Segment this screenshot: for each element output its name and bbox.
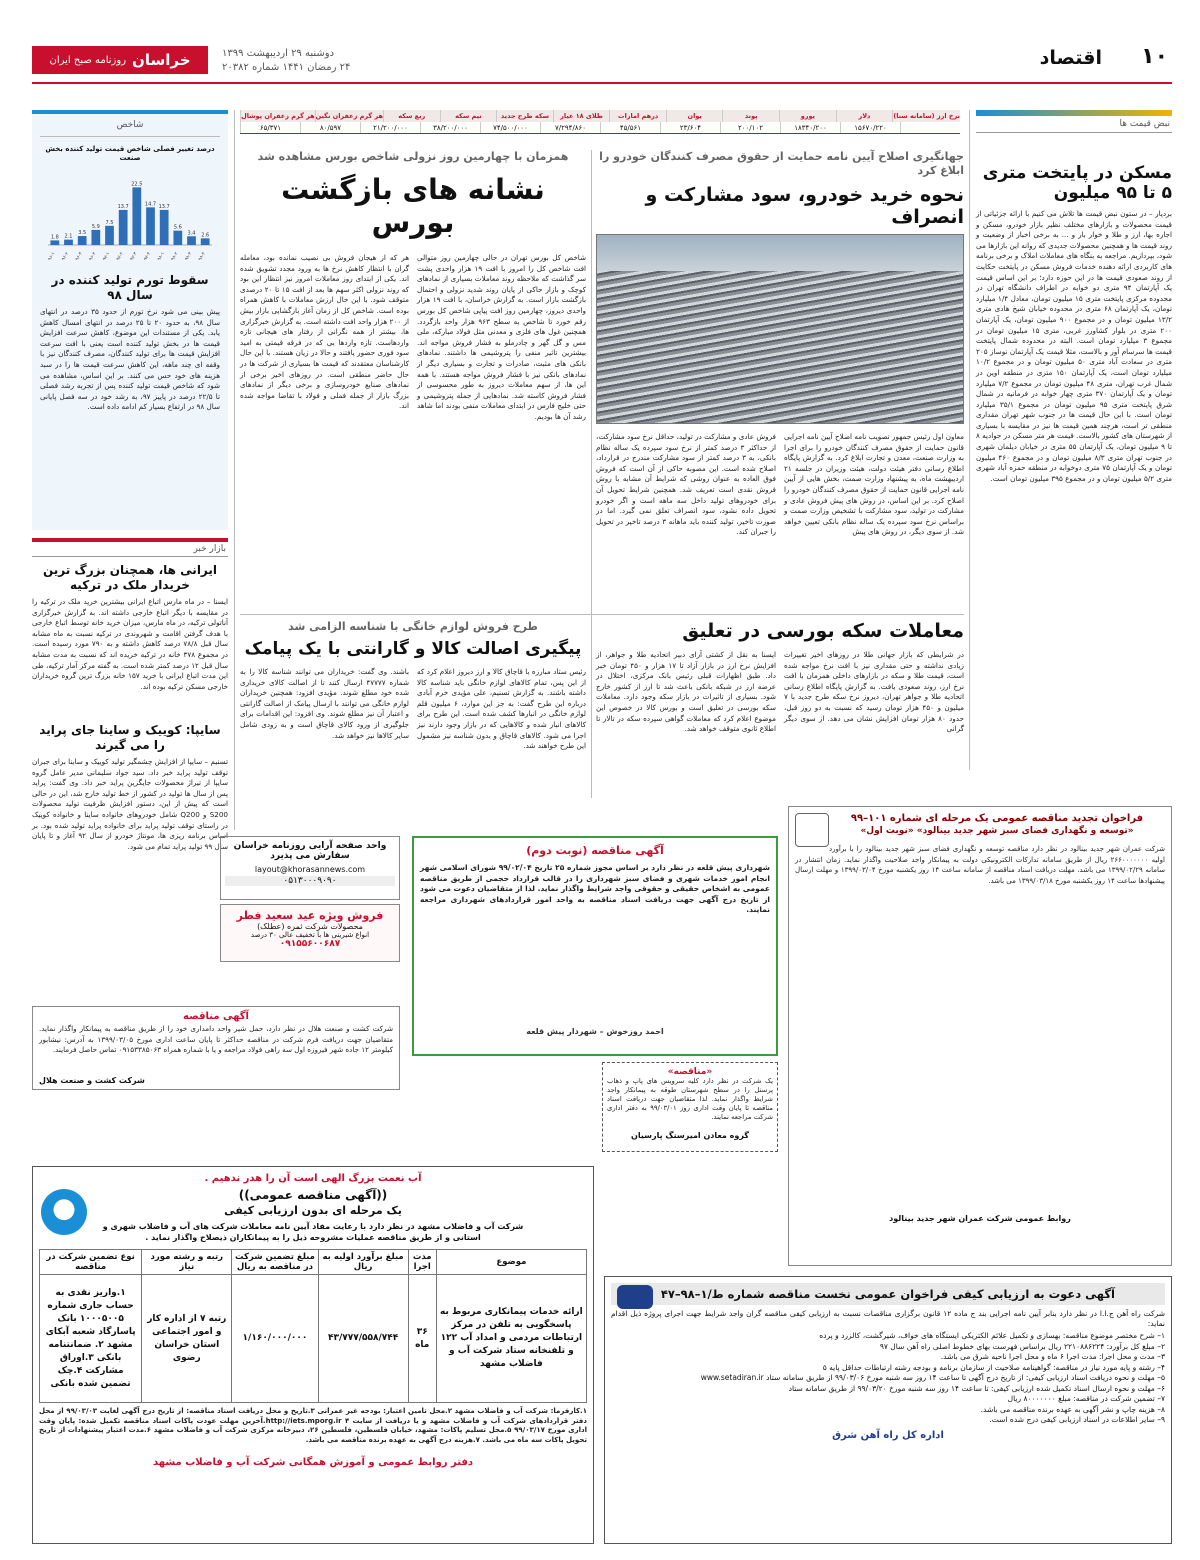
rate-header: هر گرم زعفران پوشال bbox=[241, 112, 315, 120]
rail-title: آگهی دعوت به ارزیابی کیفی فراخوان عمومی نخست مناقصه شماره ط/۱–۹۸–۴۷ bbox=[660, 1287, 1115, 1301]
chart-bar bbox=[187, 236, 196, 245]
rail-item: ۶– مهلت و نحوه ارسال اسناد تکمیل شده ارزیابی کیفی: تا ساعت ۱۴ روز سه شنبه مورخ ۹۹/۰۳/۲۰ از طریق سامانه ستاد bbox=[788, 1383, 1165, 1393]
foreign-body-2: تسنیم – سایپا از افزایش چشمگیر تولید کوییک و ساینا برای جبران توقف تولید پراید خبر داد. سید جواد سلیمانی مدیر عامل گروه سایپا از تیراژ محصولات جایگزین پراید خبر داد. وی گفت: پراید پس از سال ها تولید در کشور از خط تولید خارج شد، این در حالی است که پیش از این، دستور افزایش ظرفیت تولید محصولات S200 و Q200 شامل خودروهای خانواده ساینا و خانواده کوییک در راستای توقف تولید پراید برای خانواده پراید تولید شده بود. بر اساس برنامه ریزی ها، مونتاژ خودرو از سال ۹۲ آغاز و تا پایان سال ۹۹ تولید پراید تمام می شود. bbox=[32, 757, 228, 851]
water-col-header: مبلغ تضمین شرکت در مناقصه به ریال bbox=[232, 1250, 318, 1275]
sale-ad-body: انواع شیرینی ها با تخفیف عالی ۳۰ درصد bbox=[250, 931, 370, 939]
rate-value: ۷۴/۵۰۰/۰۰۰ bbox=[480, 122, 540, 133]
rates-values bbox=[240, 122, 960, 134]
rail-item: ۱– شرح مختصر موضوع مناقصه: بهسازی و تکمیل علائم الکتریکی ایستگاه های خواف، شیرگشت، کالزرد و پرده bbox=[819, 1331, 1165, 1340]
rate-value: ۱۸۳۴۰/۲۰۰ bbox=[780, 122, 840, 133]
index-box bbox=[32, 110, 228, 530]
pishghaleh-footer: احمد روزخوش – شهردار پیش قلعه bbox=[526, 1027, 664, 1036]
water-col-header: مدت اجرا bbox=[408, 1250, 436, 1275]
chart-bar bbox=[201, 238, 210, 245]
index-body: پیش بینی می شود نرخ تورم از حدود ۳۵ درصد در انتهای سال ۹۸، به حدود ۲۰ تا ۲۵ درصد در انتهای امسال کاهش یابد. یکی از مستندات این موضوع، کاهش سرعت افزایش قیمت ها در بخش تولید کننده است یعنی با افت سرعت افزایش قیمت ها برای تولید کنندگان، مصرف کنندگان نیز با وقفه ای چند ماهه، این کاهش سرعت قیمت ها را در سبد هزینه های خود حس می کنند. بر این اساس، مشاهده می شود که شاخص قیمت تولید کننده پس از تجربه رشد فصلی تا ۲۲/۵ درصد در پاییز ۹۷، به رشد خود در سه فصل پایانی سال ۹۸ در ارتفاع بسیار کم ادامه داده است. bbox=[40, 307, 221, 412]
rate-value: ۲۳/۶۰۴ bbox=[660, 122, 720, 133]
rate-header: طلای ۱۸ عیار bbox=[553, 110, 610, 122]
khorasan-ad-title: واحد صفحه آرایی روزنامه خراسان سفارش می پذیرد bbox=[233, 841, 387, 861]
bourse-kicker: همزمان با چهارمین روز نزولی شاخص بورس مشاهده شد bbox=[257, 150, 569, 163]
chart-bar bbox=[173, 231, 182, 245]
hilal-title: آگهی مناقصه bbox=[183, 1011, 249, 1022]
water-col-header: رتبه و رشته مورد نیاز bbox=[142, 1250, 232, 1275]
bourse-col-2: هر که از هیجان فروش بی نصیب نمانده بود، معامله گران با انتظار کاهش نرخ ها به ورود مجدد تشویق شده اند. یکی از ابتدای روز معاملات امروز نیز انتظار این بود که روند نزولی اکثر سهم ها بعد از افت ۱۵ تا ۲۰ درصدی متوقف شود. با این حال ارزش معاملات با کاهش همراه بوده است. شاخص کل از زمان آغاز بازگشایی بازار بیش از ۲۰۰ هزار واحد افت داشته است. به گزارش خبرگزاری ها، بیشتر از همه نگرانی از رفتار های هیجانی تازه واردهاست. تازه واردها بی که در فرقه قیمتی به امید سود فوری حضور یافتند و حالا در زیان هستند. با این حال کارشناسان معتقدند که قیمت ها بسیاری از شرکت ها در حال حاضر منطقی است. در روزهای اخیر برخی از نمادهای صنایع خودروسازی و برخی دیگر از نمادهای بزرگ بازار از جمله فملی و فولاد با تقاضا مواجه شده اند. bbox=[240, 253, 409, 411]
rail-item: ۵– مهلت و نحوه دریافت اسناد ارزیابی کیفی: از تاریخ درج آگهی تا ساعت ۱۴ روز سه شنبه مورخ ۹۹/۰۳/۰۶ از طریق سامانه ستاد www.setadiran.ir bbox=[700, 1373, 1165, 1382]
column-rule bbox=[591, 150, 592, 798]
bourse-story bbox=[240, 150, 586, 610]
pars-footer: گروه معادن امیرسنگ پارسیان bbox=[631, 1131, 749, 1140]
rate-header: ربع سکه bbox=[383, 110, 440, 122]
water-slogan: آب نعمت بزرگ الهی است آن را هدر ندهیم . bbox=[204, 1173, 422, 1184]
goods-col-2: باشند. وی گفت: خریداران می توانند شناسه کالا را به شماره ۴۷۷۷۷ ارسال کنند تا از اصالت کالای خریداری شده خود مطلع شوند. مؤیدی افزود: همچنین خریداران لوازم خانگی می توانند با ارسال پیامک از اصالت گارانتی و اعتبار آن نیز مطلع شوند. وی افزود: این اقدامات برای جلوگیری از ورود کالای قاچاق است و به زودی شامل سایر کالاها نیز خواهد شد. bbox=[240, 667, 409, 740]
masthead bbox=[32, 38, 1172, 80]
x-tick-label: ۹۷-۲ bbox=[116, 251, 125, 262]
water-cell: ۳۶ ماه bbox=[408, 1275, 436, 1403]
rate-header: نرخ ارز (سامانه سنا) bbox=[893, 112, 960, 120]
car-story bbox=[596, 150, 964, 610]
goods-headline: پیگیری اصالت کالا و گارانتی با یک پیامک bbox=[244, 639, 582, 659]
water-cell: رتبه ۷ از اداره کار و امور اجتماعی استان خراسان رضوی bbox=[142, 1275, 232, 1403]
water-subtitle: یک مرحله ای بدون ارزیابی کیفی bbox=[224, 1204, 402, 1217]
goods-story bbox=[240, 620, 586, 798]
index-label: شاخص bbox=[40, 114, 220, 137]
rail-item: ۳– مدت و محل اجرا: مدت اجرا ۶ ماه و محل اجرا ناحیه شرق می باشد. bbox=[940, 1352, 1165, 1361]
chart-bar bbox=[119, 210, 128, 245]
car-col-2: فروش عادی و مشارکت در تولید، حداقل نرخ سود مشارکت، از حداکثر ۳ درصد کمتر از نرخ سود سپرده یک ساله نظام بانکی، به ۳ درصد کمتر از سود مشارکت مندرج در قرارداد، اصلاح شده است. این مصوبه حاکی از آن است که فروش فوق العاده به عنوان روشی که شرایط آن مشابه با روش فروش نقدی است تعریف شد. همچنین شرایط تحویل آن برای خودروهای تولید داخل سه ماهه است و اگر خودرو تحویل داده نشود، سود انصراف تعلق نمی گیرد. اما در صورت تاخیر، تولید کننده باید ماهانه ۳ درصد تاخیر در تحویل را جبران کند. bbox=[596, 432, 776, 537]
rate-value: ۴۵/۵۶۱ bbox=[600, 122, 660, 133]
coin-story bbox=[596, 620, 964, 798]
bar-value-label: 1.8 bbox=[50, 234, 59, 241]
chart-bar bbox=[64, 240, 73, 245]
rail-item: ۸– هزینه چاپ و نشر آگهی به عهده برنده مناقصه می باشد. bbox=[980, 1404, 1165, 1414]
bar-value-label: 22.5 bbox=[131, 181, 143, 188]
chart-bar bbox=[105, 226, 114, 245]
paper-logo bbox=[32, 46, 208, 74]
water-footer: دفتر روابط عمومی و آموزش همگانی شرکت آب و فاضلاب مشهد bbox=[152, 1457, 473, 1468]
paper-tagline: روزنامه صبح ایران bbox=[49, 54, 127, 66]
rate-header: دلار bbox=[836, 110, 893, 122]
x-tick-label: ۹۶-۳ bbox=[75, 251, 84, 262]
water-cell: ۴۳/۷۷۷/۵۵۸/۷۴۴ bbox=[318, 1275, 408, 1403]
goods-col-1: رئیس ستاد مبارزه با قاچاق کالا و ارز دیروز اعلام کرد که از این پس، تمام کالاهای لوازم خانگی باید شناسه کالا داشته باشند. به گزارش تسنیم، علی مؤیدی خرم آبادی درباره این طرح گفت: به جز این موارد، ۶ میلیون قلم لوازم خانگی در انبارها کشف شده است. این طرح برای کالاهای انبار شده و کالاهایی که در بازار وجود دارند نیز اجرا می شود. کالاهای قاچاق و بدون شناسه نیز مشمول این طرح خواهند شد. bbox=[417, 667, 586, 751]
rate-header: پوند bbox=[722, 110, 779, 122]
x-tick-label: ۹۶-۴ bbox=[88, 251, 98, 262]
hilal-footer: شرکت کشت و صنعت هلال bbox=[39, 1076, 145, 1085]
coin-headline: معاملات سکه بورسی در تعلیق bbox=[682, 620, 964, 642]
bourse-headline: نشانه های بازگشت بورس bbox=[281, 173, 545, 239]
rates-headers bbox=[240, 110, 960, 122]
x-tick-label: ۹۷-۱ bbox=[102, 251, 112, 262]
coin-col-2: ایسنا به نقل از کشتی آرای دبیر اتحادیه طلا و جواهر، از افزایش نرخ ارز در بازار آزاد تا ۱۷ هزار و ۴۵۰ تومان خبر داد. طبق اظهارات قبلی رئیس بانک مرکزی، اختلال در عرضه ارز در شبکه بانکی باعث شد تا ارز از کشور خارج شود. بسیاری از تاثیرات در بازار سکه وجود دارد. معاملات سکه بورسی در تعلیق است و بورس کالا در خصوص این موضوع اعلام کرد که معاملات گواهی سپرده سکه در تالار تا اطلاع ثانوی متوقف خواهد شد. bbox=[596, 650, 776, 734]
rail-item: ۹– سایر اطلاعات در اسناد ارزیابی کیفی درج شده است. bbox=[989, 1415, 1165, 1424]
bar-value-label: 3.4 bbox=[187, 230, 196, 237]
water-title: ((آگهی مناقصه عمومی)) bbox=[238, 1188, 388, 1202]
x-tick-label: ۹۸-۱ bbox=[157, 251, 166, 262]
water-col-header: مبلغ برآورد اولیه به ریال bbox=[318, 1250, 408, 1275]
x-tick-label: ۹۷-۴ bbox=[143, 251, 153, 262]
rate-value bbox=[900, 122, 960, 133]
foreign-body-1: ایسنا – در ماه مارس اتباع ایرانی بیشترین خرید ملک در ترکیه را در مقایسه با دیگر اتباع خارجی داشته اند. به گزارش خبرگزاری آناتولی ترکیه، در ماه مارس، میزان خرید خانه توسط اتباع خارجی با هدف گرفتن اقامت و شهروندی در ترکیه نسبت به ماه مشابه سال قبل ۷۸/۸ درصد کاهش داشته و به ۷۹۰ مورد رسیده است. در مجموع ۳۷۸ خانه در ترکیه خریده اند که نسبت به مدت مشابه سال قبل ۱۲ درصد کمتر شده است. به گفته مرکز آمار ترکیه، طی این مدت اتباع ایرانی با خرید ۱۵۷ خانه بزرگ ترین گروه خریداران خارجی مسکن ترکیه بوده اند. bbox=[32, 597, 228, 691]
masthead-rule bbox=[32, 82, 1172, 84]
x-tick-label: ۹۶-۱ bbox=[47, 251, 57, 262]
rate-header: درهم امارات bbox=[609, 110, 666, 122]
rate-value: ۲۰۰/۱۰۲ bbox=[720, 122, 780, 133]
bar-value-label: 13.7 bbox=[158, 203, 170, 210]
ad-hilal bbox=[32, 1006, 400, 1090]
ad-water bbox=[32, 1166, 594, 1544]
rail-item: ۷– تضمین شرکت در مناقصه: مبلغ ۸۰۰۰۰۰۰۰ ریال bbox=[1007, 1394, 1165, 1403]
water-notes: ۱.کارفرما: شرکت آب و فاضلاب مشهد ۲.محل تامین اعتبار: بودجه غیر عمرانی ۳.تاریخ و محل دریافت اسناد مناقصه: از تاریخ درج آگهی لغایت ۹۹/۰۳/۰۳ از محل دفتر قراردادهای شرکت آب و فاضلاب مشهد و یا دریافت از سایت http://iets.mporg.ir ۴.آخرین مهلت عودت پاکات اسناد مناقصه تکمیل شده: پایان وقت اداری مورخ ۹۹/۰۳/۱۷ ۵.محل تسلیم پاکات: مشهد، خیابان فلسطین، فلسطین ۲۶، دبیرخانه مرکزی شرکت آب و فاضلاب مشهد ۶.مدت اعتبار پیشنهادات از تاریخ تحویل پاکات سه ماه می باشد. ۷.هزینه درج آگهی به عهده برنده مناقصه می باشد. bbox=[39, 1407, 587, 1444]
date-line-2: ۲۴ رمضان ۱۴۴۱ شماره ۲۰۳۸۲ bbox=[222, 62, 351, 73]
water-cell: ۱/۱۶۰/۰۰۰/۰۰۰ bbox=[232, 1275, 318, 1403]
x-tick-label: ۹۸-۳ bbox=[184, 251, 194, 262]
water-logo bbox=[41, 1189, 87, 1235]
rates-table bbox=[240, 110, 960, 134]
bar-value-label: 13.7 bbox=[117, 203, 129, 210]
rate-header: هر گرم زعفران نگین bbox=[315, 112, 384, 120]
car-headline: نحوه خرید خودرو، سود مشارکت و انصراف bbox=[645, 184, 964, 228]
rate-header: نیم سکه bbox=[440, 110, 497, 122]
rate-value: ۸۰/۵۹۷ bbox=[300, 122, 360, 133]
rate-header: سکه طرح جدید bbox=[496, 110, 553, 122]
rate-value: ۲۱/۲۰۰/۰۰۰ bbox=[360, 122, 420, 133]
bar-value-label: 5.9 bbox=[91, 223, 100, 230]
rate-value: ۷/۲۹۴/۸۶۰ bbox=[540, 122, 600, 133]
ad-khorasan-layout bbox=[220, 836, 400, 900]
water-cell: ۱.واریز نقدی به حساب جاری شماره ۱۰۰۰۵۰۰۵ بانک پاسارگاد شعبه آبکای مشهد ۲. ضمانتنامه بانکی ۳.اوراق مشارکت ۴.چک تضمین شده بانکی bbox=[40, 1275, 142, 1403]
foreign-news bbox=[32, 538, 228, 902]
pars-title: «مناقصه» bbox=[667, 1067, 713, 1077]
chart-bar bbox=[91, 230, 100, 245]
rate-value: ۱۵۶۷۰/۲۲۰ bbox=[840, 122, 900, 133]
foreign-headline-1: ایرانی ها، همچنان بزرگ ترین خریدار ملک در ترکیه bbox=[42, 563, 218, 592]
khorasan-ad-email: layout@khorasannews.com bbox=[254, 865, 366, 874]
water-intro: شرکت آب و فاضلاب مشهد در نظر دارد با رعایت مفاد آیین نامه معاملات شرکت های آب و فاضلاب شهری و استانی و از طریق مناقصه عملیات مشروحه ذیل را به پیمانکاران ذیصلاح واگذار نماید . bbox=[102, 1222, 524, 1242]
pishghaleh-title: آگهی مناقصه (نوبت دوم) bbox=[526, 844, 664, 857]
bar-value-label: 7.5 bbox=[105, 219, 114, 226]
ad-pars bbox=[602, 1062, 778, 1152]
x-tick-label: ۹۶-۲ bbox=[61, 251, 71, 262]
binaloud-footer: روابط عمومی شرکت عمران شهر جدید بینالود bbox=[889, 1214, 1071, 1223]
rail-footer: اداره کل راه آهن شرق bbox=[832, 1429, 944, 1441]
index-headline: سقوط تورم تولید کننده در سال ۹۸ bbox=[51, 273, 209, 302]
foreign-label: بازار خبر bbox=[32, 542, 228, 557]
x-tick-label: ۹۸-۲ bbox=[170, 251, 180, 262]
water-cell: ارائه خدمات پیمانکاری مربوط به پاسخگویی به تلفن در مرکز ارتباطات مردمی و امداد آب ۱۲۲ و تلفنخانه ستاد شرکت آب و فاضلاب مشهد bbox=[436, 1275, 586, 1403]
car-col-1: معاون اول رئیس جمهور تصویب نامه اصلاح آیین نامه اجرایی قانون حمایت از حقوق مصرف کنندگان خودرو را برای اجرا به وزارت صنعت، معدن و تجارت ابلاغ کرد. به گزارش پایگاه اطلاع رسانی دفتر هیئت دولت، هیئت وزیران در جلسه ۲۱ اردیبهشت ماه، به پیشنهاد وزارت صمت، بخش هایی از آیین نامه اجرایی قانون حمایت از حقوق مصرف کنندگان خودرو را اصلاح کرد. بر این اساس، در روش های پیش فروش عادی و مشارکت در تولید، سود مشارکت با تشخیص وزارت صمت و براساس نرخ سود سپرده یک ساله نظام بانکی تعیین خواهد شد. از سوی دیگر، در روش های پیش bbox=[784, 432, 964, 537]
section-title: اقتصاد bbox=[1039, 47, 1102, 69]
right-body: بردیار – در ستون نبض قیمت ها تلاش می کنیم با ارائه جزئیاتی از قیمت محصولات و بازارهای مختلف نظیر بازار خودرو، مسکن و اجاره بها، ارز و طلا و خوار بار و ... به برخی اخبار از وضعیت و روند قیمت ها و همچنین محصولات جدیدی که روانه این بازارها می شود، بپردازیم. مراجعه به بنگاه های معاملات املاک و برخی برنامه های کاربردی ارائه دهنده خدمات فروش مسکن در پایتخت حکایت از روند صعودی قیمت ها در این حوزه دارد؛ بر این اساس قیمت یک آپارتمان ۹۴ متری دو خوابه در اطراف دانشگاه تهران در محدوده مرکزی پایتخت متری ۱۵ میلیون تومان، معادل ۱/۴ میلیارد تومان، یک آپارتمان ۶۸ متری در محدوده خیابان شیخ هادی متری ۱۳/۲ میلیون تومان و در مجموع ۹۰۰ میلیون تومان، یک آپارتمان ۲۰۰ متری در بلوار کشاورز غربی، متری ۱۵ میلیون تومان در مجموع ۳ میلیارد تومان است. البته در محدوده شمال پایتخت قیمت ها سرسام آور و بالاست، مثلا قیمت یک آپارتمان نوساز ۲۰۵ متری در سعادت آباد متری ۵۰ میلیون تومان و در مجموع ۱۰/۲ میلیارد تومان است، یک آپارتمان ۱۵۰ متری در منطقه اوین در شمال غرب تهران، متری ۴۸ میلیون تومان در مجموع ۷/۲ میلیارد تومان و یک آپارتمان ۳۷۰ متری چهار خوابه در فرمانیه در شمال شرق پایتخت متری ۹۵ میلیون تومان در مجموع ۳۵/۱ میلیارد تومان است. با این حال قیمت ها در جنوب شهر تهران مقداری منطقی تر است، هرچند همین قیمت ها نیز در مقایسه با بسیاری از شهرستان های کشور بالاست. قیمت هر متر مسکن در جوادیه ۸ تا ۹ میلیون تومان، یک آپارتمان ۵۵ متری در خیابان دیلمان شهری در جنوب تهران متری ۸/۳ میلیون تومان و در مجموع ۴۶۰ میلیون تومان و یک آپارتمان ۷۵ متری دوخوابه در منطقه حمزه آباد شهری متری ۵/۲ میلیون تومان و در مجموع ۳۹۵ میلیون تومان است. bbox=[976, 209, 1173, 483]
goods-kicker: طرح فروش لوازم خانگی با شناسه الزامی شد bbox=[288, 620, 538, 633]
chart-bar bbox=[50, 240, 59, 245]
car-photo bbox=[596, 234, 964, 424]
pars-body: یک شرکت در نظر دارد کلیه سرویس های پاپ و ذهاب پرسنل را در سطح شهرستان طوقه به پیمانکار واجد شرایط واگذار نماید. لذا متقاضیان جهت دریافت اسناد مناقصه تا پایان وقت اداری روز ۹۹/۰۳/۰۱ به دفتر اداری شرکت مراجعه نمایند. bbox=[607, 1077, 773, 1121]
coin-col-1: در شرایطی که بازار جهانی طلا در روزهای اخیر تغییرات زیادی نداشته و حتی مقداری نیز با افت نرخ مواجه شده است، قیمت طلا و سکه در بازارهای داخلی همزمان با افت نرخ ارز، روند صعودی یافت. به گزارش پایگاه اطلاع رسانی اتحادیه طلا و جواهر تهران، دیروز نرخ سکه طرح جدید با ۷ میلیون و ۴۵۰ هزار تومان رسید که نسبت به دو روز قبل، حدود ۸۰ هزار تومان افزایش نشان می دهد. از سوی دیگر گرانی bbox=[784, 650, 964, 734]
bourse-col-1: شاخص کل بورس تهران در حالی چهارمین روز متوالی افت شاخص کل را امروز با افت ۱۹ هزار واحدی پشت سر گذاشت که ملاحظه روند معاملات بسیاری از نمادهای کوچک و بازار حاکی از پایان روند شدید نزولی و احتمال بازگشت بازار است. به گزارش خراسان، با افت ۱۹ هزار واحدی دیروز، چهارمین روز افت پیاپی شاخص کل بورس رقم خورد تا شاخص به سطح ۹۶۳ هزار واحد بازگردد. همچنین غول های فلزی و معدنی مثل فولاد مبارکه، ملی مس و گل گهر و چادرملو به فشار فروش مواجه اند. بیشترین تاثیر منفی را پتروشیمی ها داشتند. نمادهای بانکی های مثبت، صادرات و تجارت و بسیاری دیگر از نمادهای بانکی نیز با فشار فروش مواجه هستند. با همه این ها، از سهم معاملات دیروز به طور محسوسی از فشار فروش کاسته شد. نمادهایی از جمله پتروشیمی و حتی خلیج فارس در ابتدای معاملات منفی بودند اما شاهد رشد آن ها بودیم. bbox=[417, 253, 587, 421]
binaloud-subtitle: «توسعه و نگهداری فضای سبز شهر جدید بینالود» «نوبت اول» bbox=[860, 826, 1134, 836]
section-label: نبض قیمت ها bbox=[976, 116, 1172, 133]
bar-value-label: 3.5 bbox=[78, 230, 87, 237]
paper-name: خراسان bbox=[132, 51, 191, 69]
chart-bar bbox=[160, 210, 169, 245]
rail-logo bbox=[617, 1285, 653, 1309]
column-rule bbox=[234, 110, 235, 830]
rail-items bbox=[611, 1331, 1165, 1426]
hilal-body: شرکت کشت و صنعت هلال در نظر دارد، حمل شیر واحد دامداری خود را از طریق مناقصه به پیمانکار واگذار نماید. متقاضیان جهت دریافت فرم شرکت در مناقصه حداکثر تا پایان ساعت اداری مورخ ۱۳۹۹/۰۳/۰۵ به آدرس: نیشابور کیلومتر ۱۲ جاده شهر فیروزه اول سه راهی فولاد مراجعه و یا با شماره همراه ۰۹۱۵۳۳۸۵۰۶۳ تماس حاصل فرمایند. bbox=[39, 1024, 393, 1055]
khorasan-ad-phone: ۰۵۱۳۰۰۰۹۰۹۰ bbox=[225, 876, 395, 886]
binaloud-body: شرکت عمران شهر جدید بینالود در نظر دارد مناقصه توسعه و نگهداری فضای سبز شهر جدید بینالود را با برآورد اولیه ۲۶۶۰۰۰۰۰۰۰ ریال از طریق سامانه تدارکات الکترونیکی دولت به پیمانکار واجد صلاحیت واگذار نماید. زمان انتشار در سامانه ۱۳۹۹/۰۲/۲۹ می باشد. مهلت دریافت اسناد مناقصه از سامانه ساعت ۱۴ روز یکشنبه مورخ ۱۳۹۹/۰۳/۰۴ و مهلت ارسال پیشنهادها ساعت ۱۴ روز یکشنبه مورخ ۱۳۹۹/۰۳/۱۸ می باشد. bbox=[795, 845, 1166, 885]
column-rule bbox=[969, 110, 970, 770]
ppi-bar-chart bbox=[40, 167, 220, 267]
right-column bbox=[976, 110, 1172, 770]
sale-ad-title: فروش ویژه عید سعید فطر bbox=[236, 909, 384, 922]
page-number: ۱۰ bbox=[1141, 44, 1168, 69]
rate-header: یوان bbox=[666, 110, 723, 122]
row-rule bbox=[240, 614, 964, 615]
right-headline: مسکن در پایتخت متری ۵ تا ۹۵ میلیون bbox=[982, 163, 1172, 203]
sale-ad-phone: ۰۹۱۵۵۶۰۰۶۸۷ bbox=[279, 939, 341, 949]
chart-bar bbox=[78, 236, 87, 245]
chart-bar bbox=[132, 187, 141, 245]
water-col-header: نوع تضمین شرکت در مناقصه bbox=[40, 1250, 142, 1275]
bar-value-label: 14.7 bbox=[144, 201, 157, 208]
bar-value-label: 2.6 bbox=[201, 232, 210, 239]
rail-intro: شرکت راه آهن ج.ا.ا در نظر دارد بنابر آیین نامه اجرایی بند ج ماده ۱۲ قانون برگزاری مناقصات نسبت به ارزیابی کیفی مناقصه گران واجد شرایط جهت اجرای پروژه ذیل اقدام نماید: bbox=[611, 1309, 1165, 1328]
rail-item: ۲– مبلغ کل برآورد: ۲۲۱۰۸۸۶۲۲۴ ریال براساس فهرست بهای خطوط اصلی راه آهن سال ۹۷ bbox=[879, 1341, 1165, 1351]
binaloud-title: فراخوان تجدید مناقصه عمومی یک مرحله ای شماره ۱۰۱–۹۹ bbox=[850, 813, 1144, 824]
pishghaleh-body: شهرداری پیش قلعه در نظر دارد بر اساس مجوز شماره ۲۵ تاریخ ۹۹/۰۲/۰۴ شورای اسلامی شهر انجام امور خدمات شهری و فضای سبز شهرداری را در قالب قرارداد حجمی از طریق مناقصه عمومی به اشخاص حقیقی و حقوقی واجد شرایط واگذار نماید. لذا از متقاضیان دعوت می شود از تاریخ درج آگهی جهت دریافت اسناد مناقصه به واحد امور قراردادهای شهرداری مراجعه نمایند. bbox=[420, 863, 770, 915]
car-kicker: جهانگیری اصلاح آیین نامه حمایت از حقوق مصرف کنندگان خودرو را ابلاغ کرد bbox=[599, 150, 964, 177]
binaloud-logo bbox=[795, 813, 829, 847]
rail-item: ۴– رشته و پایه مورد نیاز در مناقصه: گواهینامه صلاحیت از سازمان برنامه و بودجه رشته ارتباطات حداقل پایه ۵ bbox=[822, 1362, 1165, 1372]
x-tick-label: ۹۸-۴ bbox=[198, 251, 207, 262]
date-line-1: دوشنبه ۲۹ اردیبهشت ۱۳۹۹ bbox=[222, 48, 335, 59]
rate-value: ۶۵/۳۷۱ bbox=[240, 122, 300, 133]
bar-value-label: 2.1 bbox=[64, 233, 73, 240]
ad-binaloud bbox=[788, 806, 1172, 1266]
rail-title-bar bbox=[611, 1283, 1165, 1305]
rate-value: ۳۸/۲۰۰/۰۰۰ bbox=[420, 122, 480, 133]
x-tick-label: ۹۷-۳ bbox=[129, 251, 139, 262]
foreign-headline-2: سایپا: کوییک و ساینا جای پراید را می گیرند bbox=[39, 723, 221, 752]
water-table bbox=[39, 1249, 587, 1403]
chart-bar bbox=[146, 207, 155, 245]
rate-header: یورو bbox=[779, 110, 836, 122]
bar-value-label: 5.6 bbox=[173, 224, 182, 231]
ad-sale bbox=[220, 904, 400, 962]
water-col-header: موضوع bbox=[436, 1250, 586, 1275]
sale-ad-subtitle: محصولات شرکت ثمره (عطلک) bbox=[257, 922, 363, 931]
ad-rail bbox=[604, 1276, 1172, 1544]
index-chart-title: درصد تغییر فصلی شاخص قیمت تولید کننده بخش صنعت bbox=[45, 145, 215, 162]
ad-pishghaleh bbox=[412, 836, 778, 1056]
